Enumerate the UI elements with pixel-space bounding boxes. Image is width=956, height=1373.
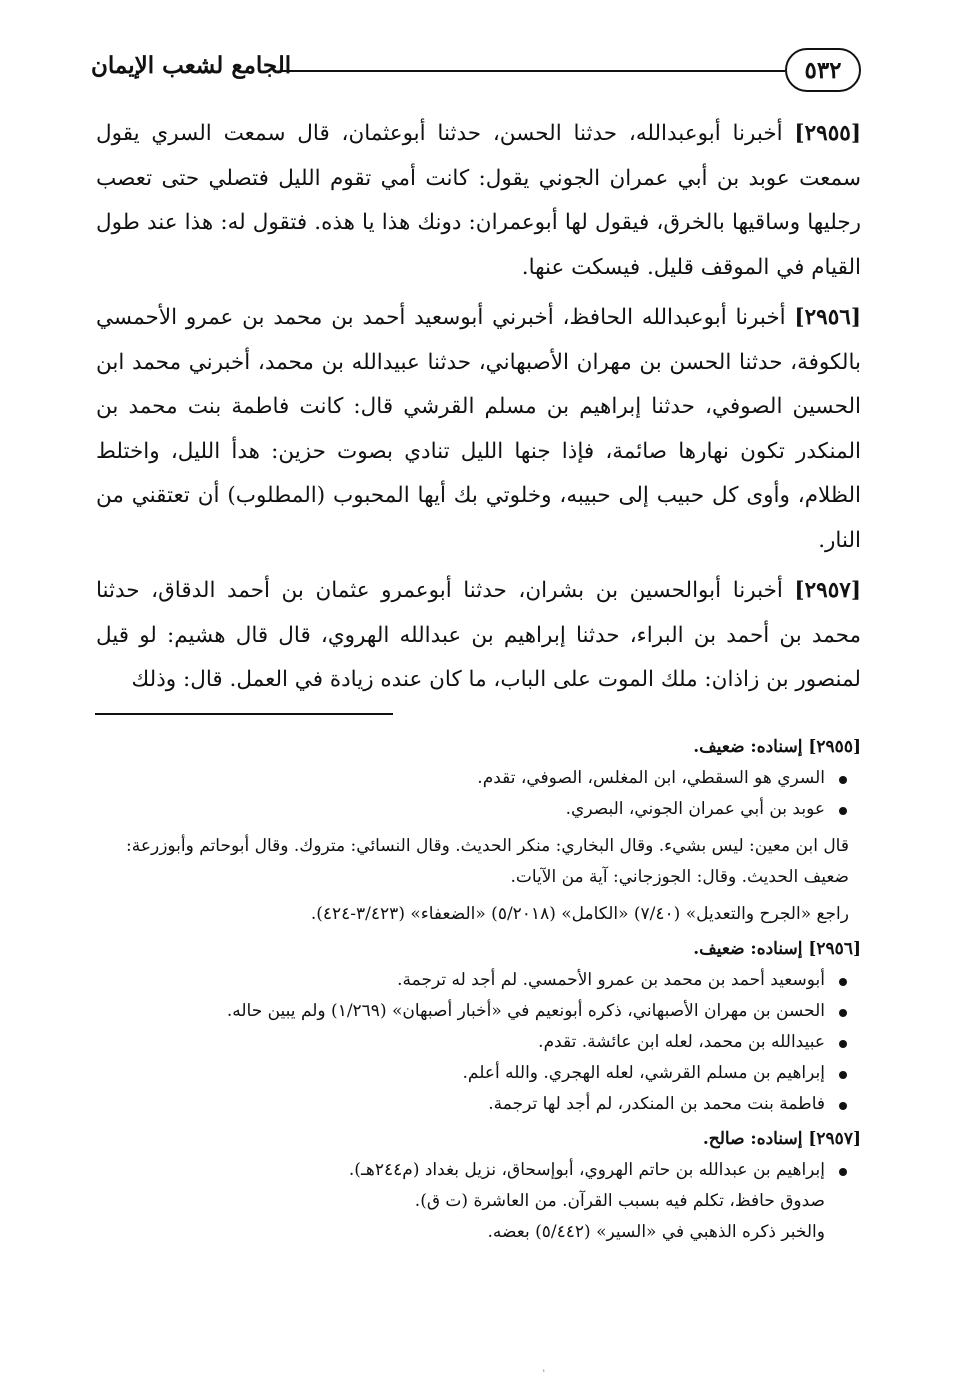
book-title: الجامع لشعب الإيمان [91, 52, 292, 79]
footnote-bullet: فاطمة بنت محمد بن المنكدر، لم أجد لها ترجمة. [96, 1089, 825, 1120]
header-rule [281, 70, 785, 72]
hadith-text: أخبرنا أبوالحسين بن بشران، حدثنا أبوعمرو عثمان بن أحمد الدقاق، حدثنا محمد بن أحمد بن البراء، حدثنا إبراهيم بن عبدالله الهروي، قال قال هشيم: لو قيل لمنصور بن زاذان: ملك الموت على الباب، ما كان عنده زيادة في العمل. قال: وذلك [96, 578, 861, 692]
footnotes [96, 728, 861, 1248]
hadith-number: [٢٩٥٥] [794, 121, 861, 146]
footnote-list [96, 1155, 861, 1186]
footnote-separator [95, 713, 393, 715]
footnote-list [96, 965, 861, 1120]
footnote-list [96, 763, 861, 825]
hadith-2955 [96, 112, 861, 290]
hadith-2957 [96, 569, 861, 703]
footnote-bullet: إبراهيم بن عبدالله بن حاتم الهروي، أبوإسحاق، نزيل بغداد (م٢٤٤هـ). [96, 1155, 825, 1186]
footnote-bullet: إبراهيم بن مسلم القرشي، لعله الهجري. والله أعلم. [96, 1058, 825, 1089]
page-header [91, 48, 861, 100]
footnote-label: [٢٩٥٦] إسناده: ضعيف. [693, 939, 861, 959]
footnote-bullet: الحسن بن مهران الأصبهاني، ذكره أبونعيم في «أخبار أصبهان» (١/٢٦٩) ولم يبين حاله. [96, 996, 825, 1027]
footnote-2955 [96, 732, 861, 930]
footnote-paragraph: قال ابن معين: ليس بشيء. وقال البخاري: منكر الحديث. وقال النسائي: متروك. وقال أبوحاتم وأبوزرعة: ضعيف الحديث. وقال: الجوزجاني: آية من الآيات. [126, 836, 849, 887]
footnote-label: [٢٩٥٥] إسناده: ضعيف. [693, 737, 861, 757]
hadith-number: [٢٩٥٦] [794, 305, 861, 330]
footnote-paragraph: والخبر ذكره الذهبي في «السير» (٥/٤٤٢) بعضه. [487, 1222, 825, 1242]
main-text [96, 112, 861, 709]
hadith-2956 [96, 296, 861, 563]
footnote-label: [٢٩٥٧] إسناده: صالح. [702, 1129, 861, 1149]
hadith-text: أخبرنا أبوعبدالله الحافظ، أخبرني أبوسعيد أحمد بن محمد بن عمرو الأحمسي بالكوفة، حدثنا الحسن بن مهران الأصبهاني، حدثنا عبيدالله بن محمد، أخبرني محمد ابن الحسين الصوفي، حدثنا إبراهيم بن مسلم القرشي قال: كانت فاطمة بنت محمد بن المنكدر تكون نهارها صائمة، فإذا جنها الليل تنادي بصوت حزين: هدأ الليل، واختلط الظلام، وأوى كل حبيب إلى حبيبه، وخلوتي بك أيها المحبوب (المطلوب) أن تعتقني من النار. [96, 305, 861, 553]
footnote-2956 [96, 934, 861, 1120]
footnote-paragraph: صدوق حافظ، تكلم فيه بسبب القرآن. من العاشرة (ت ق). [414, 1191, 825, 1211]
footnote-2957 [96, 1124, 861, 1248]
footnote-paragraph: راجع «الجرح والتعديل» (٧/٤٠) «الكامل» (٥/٢٠١٨) «الضعفاء» (٣/٤٢٣-٤٢٤). [310, 904, 849, 924]
hadith-text: أخبرنا أبوعبدالله، حدثنا الحسن، حدثنا أبوعثمان، قال سمعت السري يقول سمعت عوبد بن أبي عمران الجوني يقول: كانت أمي تقوم الليل فتصلي حتى تعصب رجليها وساقيها بالخرق، فيقول لها أبوعمران: دونك هذا يا هذه. فتقول له: هذا عند طول القيام في الموقف قليل. فيسكت عنها. [96, 121, 861, 280]
footnote-bullet: أبوسعيد أحمد بن محمد بن عمرو الأحمسي. لم أجد له ترجمة. [96, 965, 825, 996]
footnote-bullet: عوبد بن أبي عمران الجوني، البصري. [96, 794, 825, 825]
hadith-number: [٢٩٥٧] [794, 578, 861, 603]
page-number: ٥٣٢ [785, 48, 861, 92]
footnote-bullet: السري هو السقطي، ابن المغلس، الصوفي، تقدم. [96, 763, 825, 794]
footnote-bullet: عبيدالله بن محمد، لعله ابن عائشة. تقدم. [96, 1027, 825, 1058]
